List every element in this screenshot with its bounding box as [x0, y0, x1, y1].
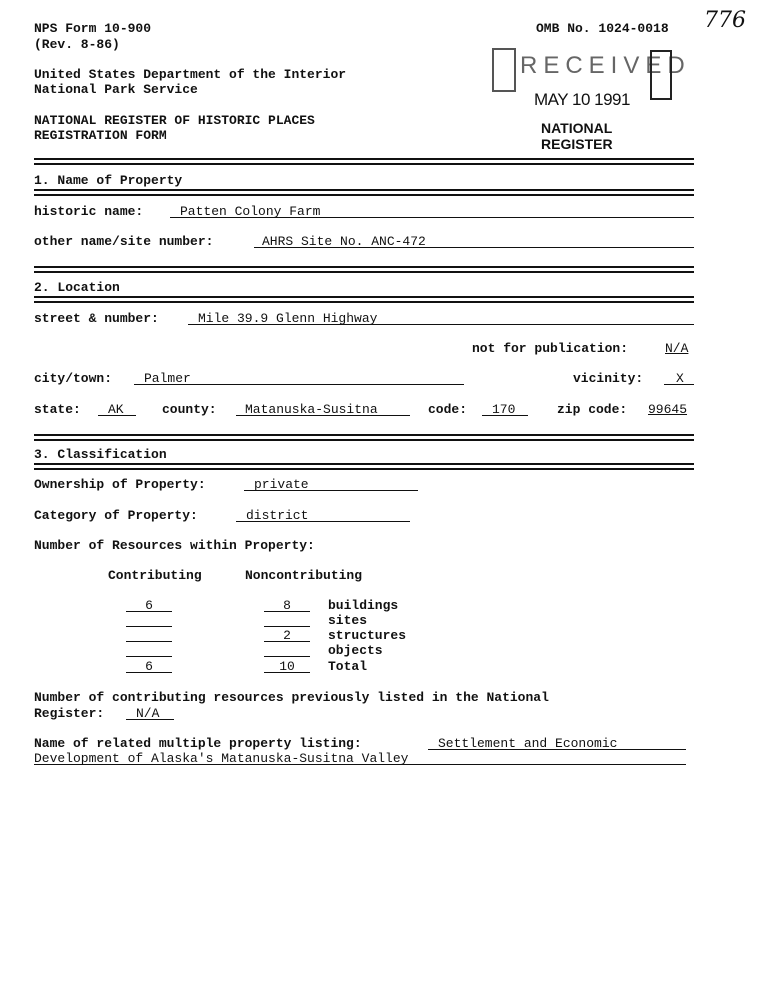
- department-line2: National Park Service: [34, 82, 198, 97]
- count-underline: [264, 672, 310, 673]
- city-label: city/town:: [34, 371, 113, 386]
- stamp-left-bracket: [492, 48, 516, 92]
- section-divider: [34, 296, 694, 303]
- omb-number: OMB No. 1024-0018: [536, 21, 669, 36]
- count-underline: [264, 626, 310, 627]
- section-divider: [34, 463, 694, 470]
- other-name-label: other name/site number:: [34, 234, 214, 249]
- stamp-register: REGISTER: [541, 136, 613, 152]
- field-underline: [236, 415, 410, 416]
- contributing-count: 6: [145, 598, 153, 613]
- code-value: 170: [492, 402, 516, 417]
- section-divider: [34, 189, 694, 196]
- resource-type: Total: [328, 659, 368, 674]
- county-value: Matanuska-Susitna: [245, 402, 378, 417]
- stamp-national: NATIONAL: [541, 120, 613, 136]
- resource-type: structures: [328, 628, 407, 643]
- column-noncontributing: Noncontributing: [245, 568, 363, 583]
- multiple-listing-value: Settlement and Economic: [438, 736, 618, 751]
- count-underline: [126, 626, 172, 627]
- register-title-line2: REGISTRATION FORM: [34, 128, 167, 143]
- ownership-label: Ownership of Property:: [34, 477, 206, 492]
- street-value: Mile 39.9 Glenn Highway: [198, 311, 378, 326]
- category-label: Category of Property:: [34, 508, 198, 523]
- zip-value: 99645: [648, 402, 688, 417]
- not-for-publication-value: N/A: [665, 341, 689, 356]
- vicinity-value: X: [676, 371, 684, 386]
- count-underline: [126, 611, 172, 612]
- form-number: NPS Form 10-900: [34, 21, 152, 36]
- section-divider: [34, 434, 694, 441]
- field-underline: [428, 749, 686, 750]
- field-underline: [188, 324, 694, 325]
- field-underline: [126, 719, 174, 720]
- field-underline: [98, 415, 136, 416]
- historic-name-label: historic name:: [34, 204, 144, 219]
- field-underline: [244, 490, 418, 491]
- previously-listed-label: Number of contributing resources previously listed in the National: [34, 690, 549, 705]
- resource-type: objects: [328, 643, 383, 658]
- other-name-value: AHRS Site No. ANC-472: [262, 234, 426, 249]
- stamp-date: MAY 10 1991: [534, 90, 630, 109]
- zip-label: zip code:: [557, 402, 628, 417]
- form-revision: (Rev. 8-86): [34, 37, 120, 52]
- historic-name-value: Patten Colony Farm: [180, 204, 321, 219]
- code-label: code:: [428, 402, 468, 417]
- field-underline: [170, 217, 694, 218]
- resource-type: buildings: [328, 598, 399, 613]
- contributing-count: 6: [145, 659, 153, 674]
- previously-listed-label-cont: Register:: [34, 706, 105, 721]
- count-underline: [264, 656, 310, 657]
- count-underline: [126, 672, 172, 673]
- street-label: street & number:: [34, 311, 159, 326]
- resource-type: sites: [328, 613, 368, 628]
- ownership-value: private: [254, 477, 309, 492]
- category-value: district: [246, 508, 309, 523]
- noncontributing-count: 2: [283, 628, 291, 643]
- resources-label: Number of Resources within Property:: [34, 538, 315, 553]
- stamp-right-bracket: [650, 50, 672, 100]
- county-label: county:: [162, 402, 217, 417]
- count-underline: [264, 611, 310, 612]
- section-divider: [34, 158, 694, 165]
- register-title-line1: NATIONAL REGISTER OF HISTORIC PLACES: [34, 113, 315, 128]
- state-label: state:: [34, 402, 81, 417]
- count-underline: [264, 641, 310, 642]
- field-underline: [254, 247, 694, 248]
- noncontributing-count: 8: [283, 598, 291, 613]
- field-underline: [34, 764, 686, 765]
- field-underline: [664, 384, 694, 385]
- department-line1: United States Department of the Interior: [34, 67, 347, 82]
- multiple-listing-label: Name of related multiple property listing:: [34, 736, 362, 751]
- section1-title: 1. Name of Property: [34, 173, 183, 188]
- count-underline: [126, 641, 172, 642]
- field-underline: [482, 415, 528, 416]
- section2-title: 2. Location: [34, 280, 120, 295]
- section3-title: 3. Classification: [34, 447, 167, 462]
- multiple-listing-value-cont: Development of Alaska's Matanuska-Susitna Valley: [34, 751, 409, 766]
- section-divider: [34, 266, 694, 273]
- stamp-received-text: RECEIVED: [520, 52, 691, 79]
- not-for-publication-label: not for publication:: [472, 341, 629, 356]
- city-value: Palmer: [144, 371, 191, 386]
- noncontributing-count: 10: [279, 659, 295, 674]
- handwritten-number: 776: [704, 8, 746, 33]
- field-underline: [134, 384, 464, 385]
- column-contributing: Contributing: [108, 568, 202, 583]
- previously-listed-value: N/A: [136, 706, 160, 721]
- state-value: AK: [108, 402, 124, 417]
- field-underline: [236, 521, 410, 522]
- count-underline: [126, 656, 172, 657]
- vicinity-label: vicinity:: [573, 371, 644, 386]
